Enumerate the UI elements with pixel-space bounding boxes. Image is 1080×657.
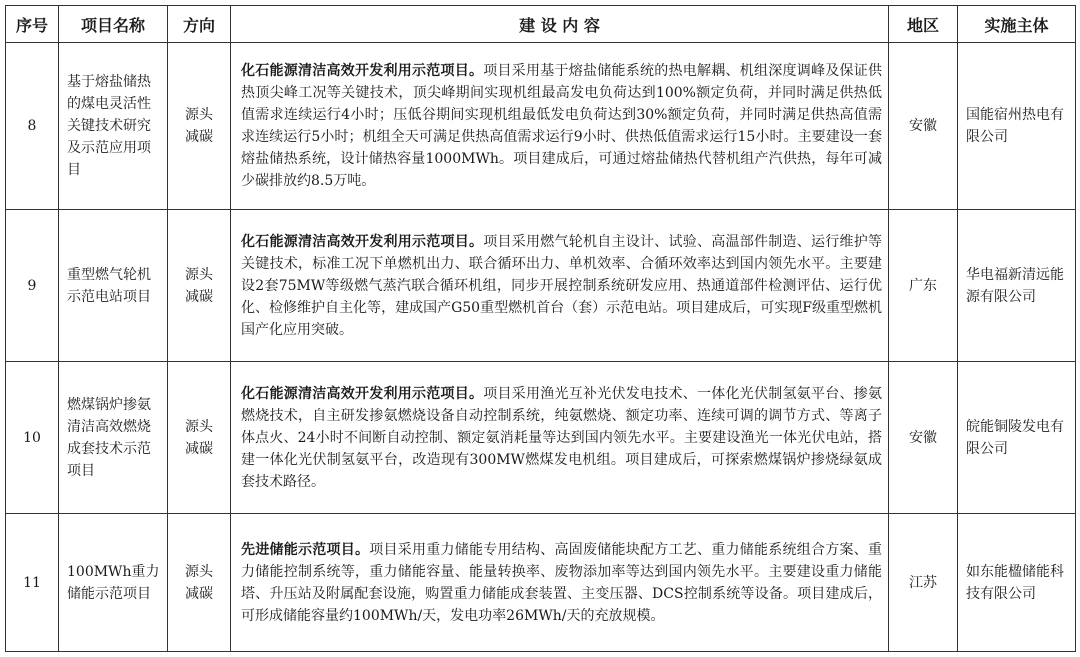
content-cell (231, 514, 889, 652)
header-no: 序号 (6, 6, 59, 43)
content-text: 项目采用重力储能专用结构、高固废储能块配方工艺、重力储能系统组合方案、重力储能控制系统等，重力储能容量、能量转换率、废物添加率等达到国内领先水平。主要建设重力储能塔、升压站及附属配套设施，购置重力储能成套装置、主变压器、DCS控制系统等设备。项目建成后，可形成储能容量约100MWh/天，发电功率26MWh/天的充放规模。 (241, 541, 882, 624)
content-lead: 先进储能示范项目。 (241, 541, 370, 558)
project-name: 燃煤锅炉掺氨清洁高效燃烧成套技术示范项目 (59, 362, 168, 514)
project-name: 基于熔盐储热的煤电灵活性关键技术研究及示范应用项目 (59, 43, 168, 210)
content-cell (231, 210, 889, 362)
region: 安徽 (889, 43, 958, 210)
region: 安徽 (889, 362, 958, 514)
content-lead: 化石能源清洁高效开发利用示范项目。 (241, 63, 484, 79)
region: 江苏 (889, 514, 958, 652)
header-project-name: 项目名称 (59, 6, 168, 43)
organization: 国能宿州热电有限公司 (958, 43, 1076, 210)
table-row (6, 210, 1076, 362)
header-region: 地区 (889, 6, 958, 43)
direction-cell (168, 514, 231, 652)
direction-cell (168, 210, 231, 362)
content-cell (231, 43, 889, 210)
project-name: 重型燃气轮机示范电站项目 (59, 210, 168, 362)
direction: 源头减碳 (185, 107, 213, 145)
content-lead: 化石能源清洁高效开发利用示范项目。 (241, 233, 484, 250)
organization: 华电福新清远能源有限公司 (958, 210, 1076, 362)
content-text: 项目采用基于熔盐储能系统的热电解耦、机组深度调峰及保证供热顶尖峰工况等关键技术，顶尖峰期间实现机组最高发电负荷达到100%额定负荷，并同时满足供热低值需求连续运行4小时；压低谷期间实现机组最低发电负荷达到30%额定负荷，并同时满足供热高值需求连续运行5小时；机组全天可满足供热高值需求运行9小时、供热低值需求运行15小时。主要建设一套熔盐储热系统，设计储热容量1000MWh。项目建成后，可通过熔盐储热代替机组产汽供热，每年可减少碳排放约8.5万吨。 (241, 63, 882, 189)
direction: 源头减碳 (185, 418, 213, 457)
header-organization: 实施主体 (958, 6, 1076, 43)
region: 广东 (889, 210, 958, 362)
table-header-row (6, 6, 1076, 43)
row-number: 10 (6, 362, 59, 514)
header-direction: 方向 (168, 6, 231, 43)
row-number: 11 (6, 514, 59, 652)
header-content: 建 设 内 容 (231, 6, 889, 43)
project-name: 100MWh重力储能示范项目 (59, 514, 168, 652)
direction: 源头减碳 (185, 563, 213, 602)
content-lead: 化石能源清洁高效开发利用示范项目。 (241, 385, 484, 402)
table-row (6, 514, 1076, 652)
direction: 源头减碳 (185, 266, 213, 305)
organization: 皖能铜陵发电有限公司 (958, 362, 1076, 514)
table-row (6, 362, 1076, 514)
content-cell (231, 362, 889, 514)
organization: 如东能楹储能科技有限公司 (958, 514, 1076, 652)
row-number: 9 (6, 210, 59, 362)
row-number: 8 (6, 43, 59, 210)
project-table (5, 5, 1076, 652)
direction-cell (168, 362, 231, 514)
content-text: 项目采用燃气轮机自主设计、试验、高温部件制造、运行维护等关键技术，标准工况下单燃机出力、联合循环出力、单机效率、合循环效率达到国内领先水平。主要建设2套75MW等级燃气蒸汽联合循环机组，同步开展控制系统研发应用、热通道部件检测评估、运行优化、检修维护自主化等，建成国产G50重型燃机首台（套）示范电站。项目建成后，可实现F级重型燃机国产化应用突破。 (241, 233, 882, 338)
content-text: 项目采用渔光互补光伏发电技术、一体化光伏制氢氨平台、掺氨燃烧技术，自主研发掺氨燃烧设备自动控制系统，纯氨燃烧、额定功率、连续可调的调节方式、等离子体点火、24小时不间断自动控制、额定氨消耗量等达到国内领先水平。主要建设渔光一体光伏电站，搭建一体化光伏制氢氨平台，改造现有300MW燃煤发电机组。项目建成后，可探索燃煤锅炉掺烧绿氨成套技术路径。 (241, 385, 882, 490)
table-row (6, 43, 1076, 210)
direction-cell (168, 43, 231, 210)
